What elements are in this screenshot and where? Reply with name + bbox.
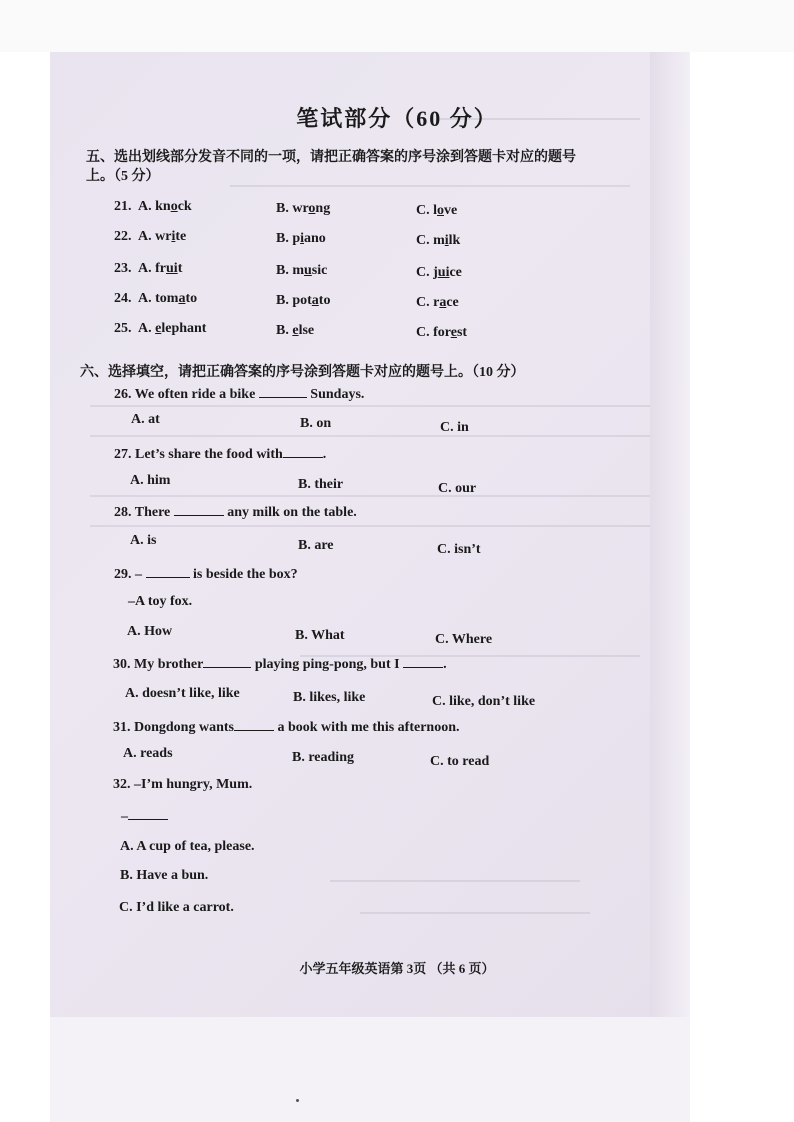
word-part: C. r — [416, 295, 440, 310]
word-part: ng — [315, 201, 331, 216]
option-a: A. reads — [123, 746, 173, 761]
option-b — [276, 293, 330, 309]
option-b: B. Have a bun. — [120, 868, 209, 883]
underlined-letters: a — [439, 295, 447, 310]
show-through-line — [230, 185, 630, 187]
answer-blank — [403, 655, 443, 668]
word-part: A. tom — [138, 291, 179, 306]
word-part: ce — [449, 265, 462, 280]
option-a: A. How — [127, 624, 173, 639]
show-through-line — [90, 435, 650, 437]
question-26 — [114, 385, 364, 403]
option-a — [138, 321, 206, 337]
option-c: C. our — [438, 481, 477, 496]
question-stem: 26. We often ride a bike — [114, 387, 259, 402]
word-part: A. kn — [138, 199, 171, 214]
underlined-letters: e — [450, 325, 457, 340]
answer-blank — [234, 718, 274, 731]
question-number: 21. — [114, 199, 132, 214]
answer-blank — [146, 565, 190, 578]
word-part: B. — [276, 323, 293, 338]
underlined-letters: e — [155, 321, 162, 336]
option-b: B. likes, like — [293, 690, 366, 705]
question-stem: 31. Dongdong wants — [113, 720, 234, 735]
question-29-answer: –A toy fox. — [128, 594, 193, 609]
question-29 — [114, 565, 298, 583]
underlined-letters: o — [437, 203, 444, 218]
option-b — [276, 263, 327, 279]
word-part: A. fr — [138, 261, 166, 276]
option-c: C. to read — [430, 754, 490, 769]
word-part: C. m — [416, 233, 445, 248]
word-part: t — [177, 261, 183, 276]
underlined-letters: a — [178, 291, 186, 306]
word-part: B. m — [276, 263, 304, 278]
option-c — [416, 295, 459, 311]
word-part: B. wr — [276, 201, 309, 216]
show-through-line — [90, 495, 650, 497]
question-number: 25. — [114, 321, 132, 336]
option-c — [416, 325, 467, 341]
word-part: lse — [298, 323, 315, 338]
option-c — [416, 233, 460, 249]
question-stem: 30. My brother — [113, 657, 204, 672]
page-title: 笔试部分（60 分） — [296, 106, 498, 131]
word-part: ck — [177, 199, 192, 214]
word-part: st — [456, 325, 468, 340]
answer-blank — [203, 655, 251, 668]
option-c: C. like, don’t like — [432, 694, 536, 709]
word-part: ano — [304, 231, 326, 246]
option-c — [416, 265, 462, 281]
question-stem-cont: . — [322, 447, 327, 462]
underlined-letters: o — [170, 199, 178, 214]
show-through-line — [90, 405, 650, 407]
question-stem-end: . — [443, 657, 447, 672]
question-stem: 27. Let’s share the food with — [114, 447, 283, 462]
underlined-letters: u — [304, 263, 312, 278]
word-part: to — [185, 291, 198, 306]
word-part: A. — [138, 321, 156, 336]
paper-fold-edge — [650, 52, 690, 1017]
word-part: lk — [448, 233, 461, 248]
page-footer: 小学五年级英语第 3页 （共 6 页） — [299, 961, 495, 976]
word-part: te — [175, 229, 187, 244]
question-stem-cont: is beside the box? — [189, 567, 298, 582]
option-c: C. Where — [435, 632, 493, 647]
underlined-letters: e — [292, 323, 299, 338]
question-number: 23. — [114, 261, 132, 276]
show-through-line — [90, 525, 650, 527]
word-part: to — [318, 293, 331, 308]
word-part: C. j — [416, 265, 438, 280]
question-30 — [113, 655, 447, 673]
word-part: lephant — [161, 321, 207, 336]
option-a: A. doesn’t like, like — [125, 686, 240, 701]
question-27 — [114, 445, 326, 463]
question-32: 32. –I’m hungry, Mum. — [113, 777, 253, 792]
question-32-reply — [121, 807, 168, 825]
option-a — [138, 199, 192, 215]
option-a — [138, 261, 182, 277]
option-a: A. A cup of tea, please. — [120, 839, 255, 854]
show-through-line — [360, 912, 590, 914]
word-part: ve — [444, 203, 458, 218]
answer-blank — [174, 503, 224, 516]
option-b: B. are — [298, 538, 334, 553]
underlined-letters: o — [308, 201, 316, 216]
answer-blank — [128, 807, 168, 820]
option-b: B. reading — [292, 750, 354, 765]
option-b: B. What — [295, 628, 345, 643]
option-a — [138, 229, 186, 245]
word-part: B. p — [276, 231, 301, 246]
answer-blank — [259, 385, 307, 398]
option-a: A. at — [131, 412, 160, 427]
option-c: C. in — [440, 420, 469, 435]
word-part: A. wr — [138, 229, 172, 244]
word-part: ce — [446, 295, 459, 310]
question-31 — [113, 718, 460, 736]
question-stem: 29. – — [114, 567, 146, 582]
word-part: C. for — [416, 325, 451, 340]
question-number: 22. — [114, 229, 132, 244]
option-b: B. their — [298, 477, 344, 492]
answer-blank — [283, 445, 323, 458]
option-b — [276, 201, 330, 217]
option-b — [276, 231, 326, 247]
section5-instruction: 五、选出划线部分发音不同的一项，请把正确答案的序号涂到答题卡对应的题号 — [86, 150, 576, 165]
option-a: A. is — [130, 533, 157, 548]
scan-speck — [296, 1099, 299, 1102]
option-b — [276, 323, 314, 339]
option-c: C. I’d like a carrot. — [119, 900, 234, 915]
question-stem: 28. There — [114, 505, 174, 520]
option-b: B. on — [300, 416, 332, 431]
underlined-letters: ui — [437, 265, 450, 280]
option-a — [138, 291, 197, 307]
question-number: 24. — [114, 291, 132, 306]
scan-bottom-margin — [50, 1017, 690, 1122]
section6-instruction: 六、选择填空，请把正确答案的序号涂到答题卡对应的题号上。（10 分） — [80, 365, 525, 380]
question-stem-cont: a book with me this afternoon. — [273, 720, 460, 735]
underlined-letters: i — [300, 231, 305, 246]
word-part: sic — [311, 263, 328, 278]
scan-top-margin — [0, 0, 794, 52]
option-c — [416, 203, 457, 219]
question-28 — [114, 503, 357, 521]
word-part: B. pot — [276, 293, 312, 308]
question-stem-cont: playing ping-pong, but I — [251, 657, 404, 672]
question-stem-cont: Sundays. — [306, 387, 365, 402]
underlined-letters: i — [444, 233, 449, 248]
underlined-letters: a — [311, 293, 319, 308]
word-part: C. l — [416, 203, 437, 218]
option-c: C. isn’t — [437, 542, 481, 557]
dash: – — [121, 809, 128, 824]
question-stem-cont: any milk on the table. — [223, 505, 357, 520]
section5-instruction-cont: 上。（5 分） — [86, 169, 160, 184]
show-through-line — [330, 880, 580, 882]
underlined-letters: i — [171, 229, 176, 244]
underlined-letters: ui — [166, 261, 178, 276]
option-a: A. him — [130, 473, 171, 488]
